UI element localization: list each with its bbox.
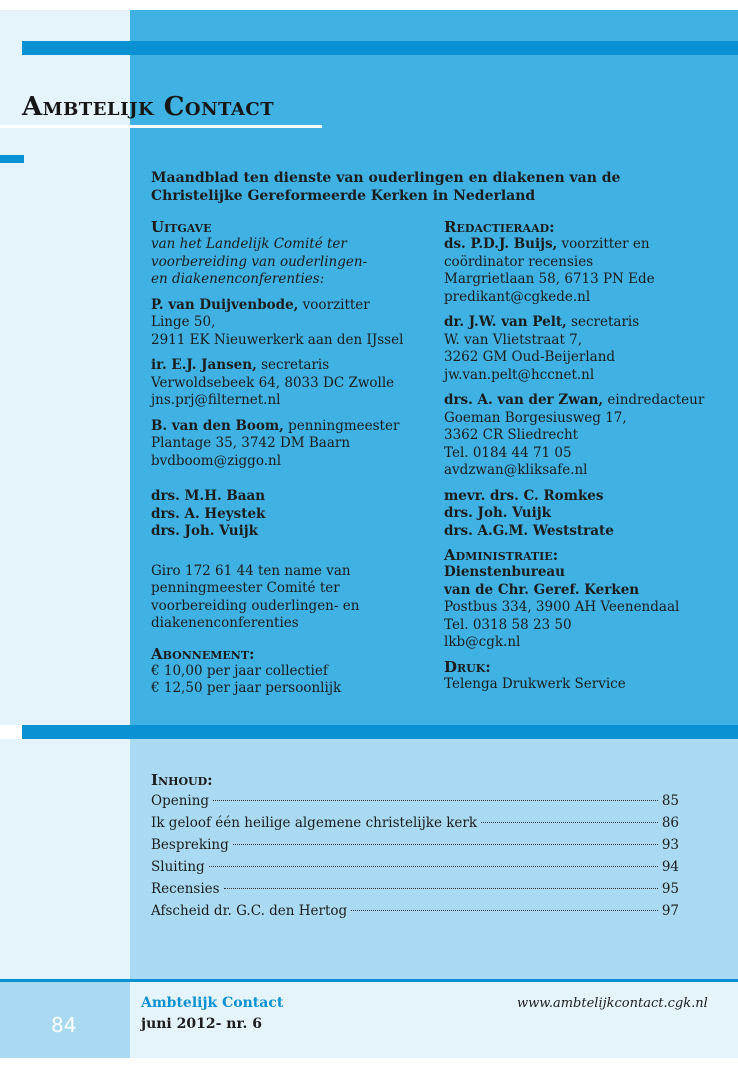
table-of-contents <box>151 771 679 922</box>
subtitle-line: Christelijke Gereformeerde Kerken in Nederland <box>151 187 536 204</box>
toc-leader-dots <box>224 888 658 889</box>
toc-entry[interactable] <box>151 900 679 922</box>
toc-entry[interactable] <box>151 856 679 878</box>
person-name: drs. A. van der Zwan, <box>444 392 604 408</box>
person-secretary <box>151 357 403 375</box>
editor-final <box>444 392 704 410</box>
toc-entry[interactable] <box>151 834 679 856</box>
address-line: W. van Vlietstraat 7, <box>444 331 583 348</box>
address-line: Plantage 35, 3742 DM Baarn <box>151 435 351 451</box>
person-role: secretaris <box>256 357 330 373</box>
member-name: drs. A. Heystek <box>151 505 266 522</box>
uitgave-intro-line: en diakenenconferenties: <box>151 271 325 287</box>
editor-secretary <box>444 314 704 332</box>
email-line: avdzwan@kliksafe.nl <box>444 462 588 478</box>
page-title: Ambtelijk Contact <box>22 92 275 122</box>
person-name: B. van den Boom, <box>151 417 284 434</box>
member-name: drs. A.G.M. Weststrate <box>444 522 614 539</box>
address-line: Verwoldsebeek 64, 8033 DC Zwolle <box>151 374 395 391</box>
toc-entry-page: 94 <box>661 859 679 875</box>
address-line: Postbus 334, 3900 AH Veenendaal <box>444 599 680 615</box>
toc-entry[interactable] <box>151 790 679 812</box>
toc-entry[interactable] <box>151 812 679 834</box>
toc-entry-title: Sluiting <box>151 859 205 875</box>
address-line: 3262 GM Oud-Beijerland <box>444 349 616 365</box>
email-line: jw.van.pelt@hccnet.nl <box>444 366 595 383</box>
title-underline <box>0 125 322 128</box>
email-line: predikant@cgkede.nl <box>444 288 591 305</box>
toc-entry-title: Recensies <box>151 881 220 897</box>
toc-leader-dots <box>481 822 658 823</box>
person-role: penningmeester <box>283 417 400 434</box>
page-number: 84 <box>51 1013 77 1037</box>
editorial-column <box>444 218 704 693</box>
email-line: lkb@cgk.nl <box>444 634 521 650</box>
abonnement-line: € 10,00 per jaar collectief <box>151 662 328 679</box>
toc-entry-page: 86 <box>661 815 679 831</box>
toc-leader-dots <box>233 844 658 845</box>
admin-name-line: van de Chr. Geref. Kerken <box>444 581 640 598</box>
toc-leader-dots <box>351 910 658 911</box>
left-margin-panel-lower <box>0 739 130 979</box>
toc-entry-title: Afscheid dr. G.C. den Hertog <box>151 903 348 919</box>
person-role: voorzitter en <box>557 236 650 252</box>
top-bar <box>22 41 738 55</box>
subtitle-line: Maandblad ten dienste van ouderlingen en diakenen van de <box>151 170 621 186</box>
person-name: P. van Duijvenbode, <box>151 296 299 313</box>
giro-line: penningmeester Comité ter <box>151 580 340 596</box>
address-line: Linge 50, <box>151 314 216 330</box>
toc-entry-page: 97 <box>661 903 679 919</box>
left-accent-bar <box>0 155 24 163</box>
druk-heading: Druk: <box>444 657 491 676</box>
member-name: drs. Joh. Vuijk <box>151 523 258 539</box>
admin-name-line: Dienstenbureau <box>444 564 565 580</box>
email-line: jns.prj@filternet.nl <box>151 392 281 408</box>
abonnement-heading: Abonnement: <box>151 644 255 663</box>
address-line: 2911 EK Nieuwerkerk aan den IJssel <box>151 331 404 348</box>
person-treasurer <box>151 418 403 436</box>
giro-line: Giro 172 61 44 ten name van <box>151 562 351 579</box>
person-name: ir. E.J. Jansen, <box>151 357 257 373</box>
publisher-column <box>151 218 403 698</box>
member-name: drs. M.H. Baan <box>151 488 266 504</box>
person-chair <box>151 297 403 315</box>
giro-line: voorbereiding ouderlingen- en <box>151 597 360 614</box>
person-role: voorzitter <box>298 296 370 313</box>
editor-chair <box>444 236 704 254</box>
toc-leader-dots <box>209 866 658 867</box>
person-name: ds. P.D.J. Buijs, <box>444 236 558 252</box>
inhoud-heading: Inhoud: <box>151 771 213 789</box>
member-name: drs. Joh. Vuijk <box>444 505 551 521</box>
phone-line: Tel. 0184 44 71 05 <box>444 444 572 461</box>
toc-entry-title: Ik geloof één heilige algemene christelijke kerk <box>151 815 478 831</box>
toc-leader-dots <box>213 800 658 801</box>
address-line: 3362 CR Sliedrecht <box>444 427 579 443</box>
giro-line: diakenenconferenties <box>151 615 299 631</box>
druk-line: Telenga Drukwerk Service <box>444 675 626 692</box>
middle-bar <box>22 725 738 739</box>
toc-entry-page: 93 <box>661 837 679 853</box>
footer-journal-name: Ambtelijk Contact <box>141 995 284 1011</box>
address-line: Goeman Borgesiusweg 17, <box>444 409 627 426</box>
toc-entry-title: Bespreking <box>151 837 229 853</box>
toc-entry-page: 85 <box>661 793 679 809</box>
toc-entry-title: Opening <box>151 793 210 809</box>
toc-entry[interactable] <box>151 878 679 900</box>
uitgave-heading: Uitgave <box>151 218 212 236</box>
uitgave-intro-line: voorbereiding van ouderlingen- <box>151 253 368 270</box>
member-name: mevr. drs. C. Romkes <box>444 487 604 504</box>
abonnement-line: € 12,50 per jaar persoonlijk <box>151 680 342 696</box>
phone-line: Tel. 0318 58 23 50 <box>444 616 572 633</box>
subtitle <box>151 170 620 205</box>
toc-entry-page: 95 <box>661 881 679 897</box>
person-role: secretaris <box>566 314 640 330</box>
footer-url[interactable]: www.ambtelijkcontact.cgk.nl <box>517 996 708 1011</box>
person-role: eindredacteur <box>603 392 705 408</box>
redactieraad-heading: Redactieraad: <box>444 218 555 236</box>
footer-issue: juni 2012- nr. 6 <box>141 1016 263 1032</box>
address-line: coördinator recensies <box>444 253 594 270</box>
address-line: Margrietlaan 58, 6713 PN Ede <box>444 271 655 287</box>
email-line: bvdboom@ziggo.nl <box>151 452 282 469</box>
person-name: dr. J.W. van Pelt, <box>444 314 567 330</box>
administratie-heading: Administratie: <box>444 546 559 564</box>
uitgave-intro-line: van het Landelijk Comité ter <box>151 236 347 252</box>
